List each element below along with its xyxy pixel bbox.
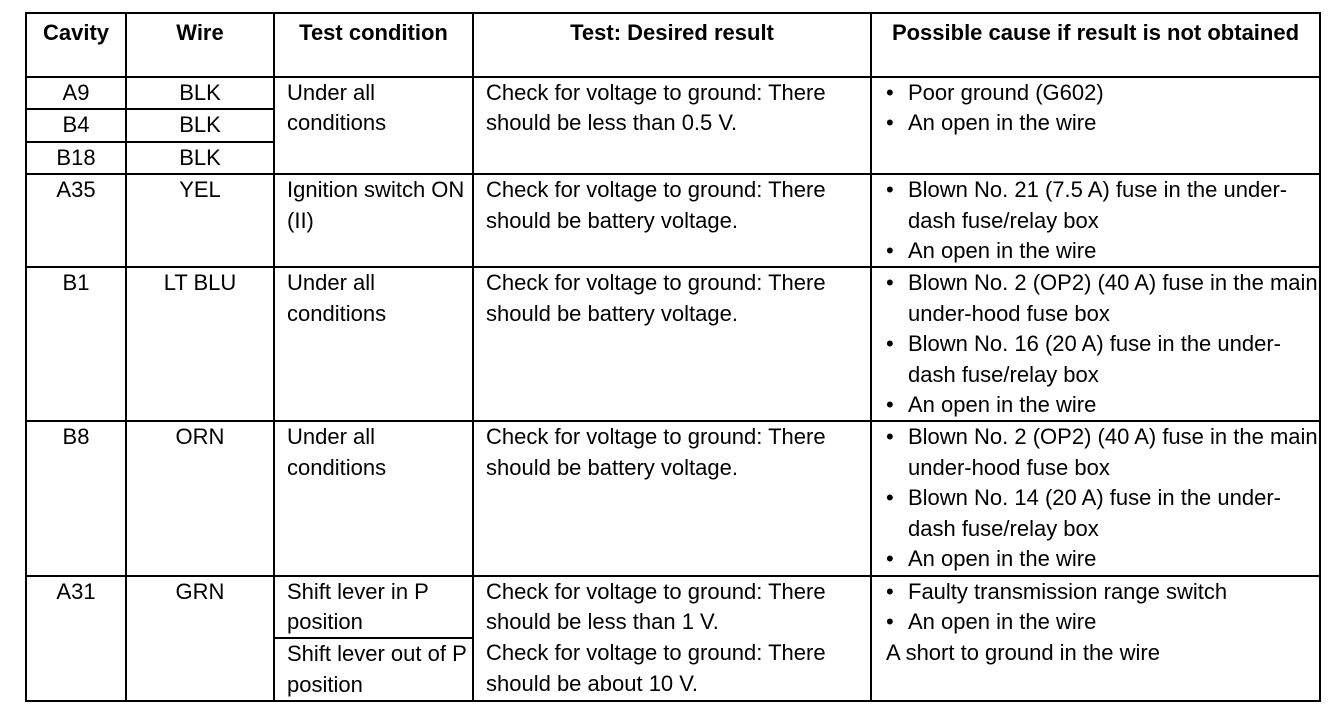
cause-cell [871,421,1320,575]
result-cell: Check for voltage to ground: There should be about 10 V. [473,638,871,701]
result-cell: Check for voltage to ground: There should be battery voltage. [473,174,871,267]
cause-list [872,175,1319,266]
result-cell: Check for voltage to ground: There should be less than 0.5 V. [473,77,871,174]
condition-cell: Under all conditions [274,77,473,174]
list-item: • Blown No. 2 (OP2) (40 A) fuse in the main under-hood fuse box [886,422,1319,483]
cause-cell: A short to ground in the wire [871,638,1320,701]
table-row [26,267,1320,421]
wire-cell: YEL [126,174,274,267]
list-item: • Blown No. 16 (20 A) fuse in the under-dash fuse/relay box [886,329,1319,390]
list-item: • Poor ground (G602) [886,78,1319,108]
result-cell: Check for voltage to ground: There should be battery voltage. [473,421,871,575]
header-wire: Wire [126,13,274,77]
wire-test-table [25,12,1321,702]
header-possible-cause: Possible cause if result is not obtained [871,13,1320,77]
cavity-cell: A35 [26,174,126,267]
list-item: • An open in the wire [886,544,1319,574]
result-cell: Check for voltage to ground: There should be battery voltage. [473,267,871,421]
cause-cell [871,576,1320,639]
cavity-cell: B8 [26,421,126,575]
result-cell: Check for voltage to ground: There should be less than 1 V. [473,576,871,639]
wire-cell: BLK [126,77,274,109]
list-item: • An open in the wire [886,607,1319,637]
cavity-cell: B18 [26,142,126,174]
header-desired-result: Test: Desired result [473,13,871,77]
cavity-cell: A31 [26,576,126,702]
cavity-cell: B1 [26,267,126,421]
cavity-cell: A9 [26,77,126,109]
cavity-cell: B4 [26,109,126,141]
list-item: • An open in the wire [886,108,1319,138]
table-row [26,576,1320,639]
condition-cell: Shift lever in P position [274,576,473,639]
wire-cell: GRN [126,576,274,702]
wire-cell: ORN [126,421,274,575]
list-item: • Blown No. 21 (7.5 A) fuse in the under-dash fuse/relay box [886,175,1319,236]
table-row [26,77,1320,109]
list-item: • An open in the wire [886,390,1319,420]
cause-list [872,422,1319,574]
cause-list [872,268,1319,420]
list-item: • Faulty transmission range switch [886,577,1319,607]
cause-cell [871,267,1320,421]
condition-cell: Under all conditions [274,421,473,575]
header-row [26,13,1320,77]
condition-cell: Under all conditions [274,267,473,421]
header-cavity: Cavity [26,13,126,77]
wire-cell: BLK [126,142,274,174]
list-item: • Blown No. 2 (OP2) (40 A) fuse in the main under-hood fuse box [886,268,1319,329]
cause-list [872,78,1319,139]
condition-cell: Shift lever out of P position [274,638,473,701]
cause-list [872,577,1319,638]
cause-cell [871,77,1320,174]
list-item: • Blown No. 14 (20 A) fuse in the under-dash fuse/relay box [886,483,1319,544]
header-test-condition: Test condition [274,13,473,77]
condition-cell: Ignition switch ON (II) [274,174,473,267]
cause-cell [871,174,1320,267]
wire-cell: BLK [126,109,274,141]
table-row [26,421,1320,575]
wire-cell: LT BLU [126,267,274,421]
list-item: • An open in the wire [886,236,1319,266]
table-row [26,174,1320,267]
